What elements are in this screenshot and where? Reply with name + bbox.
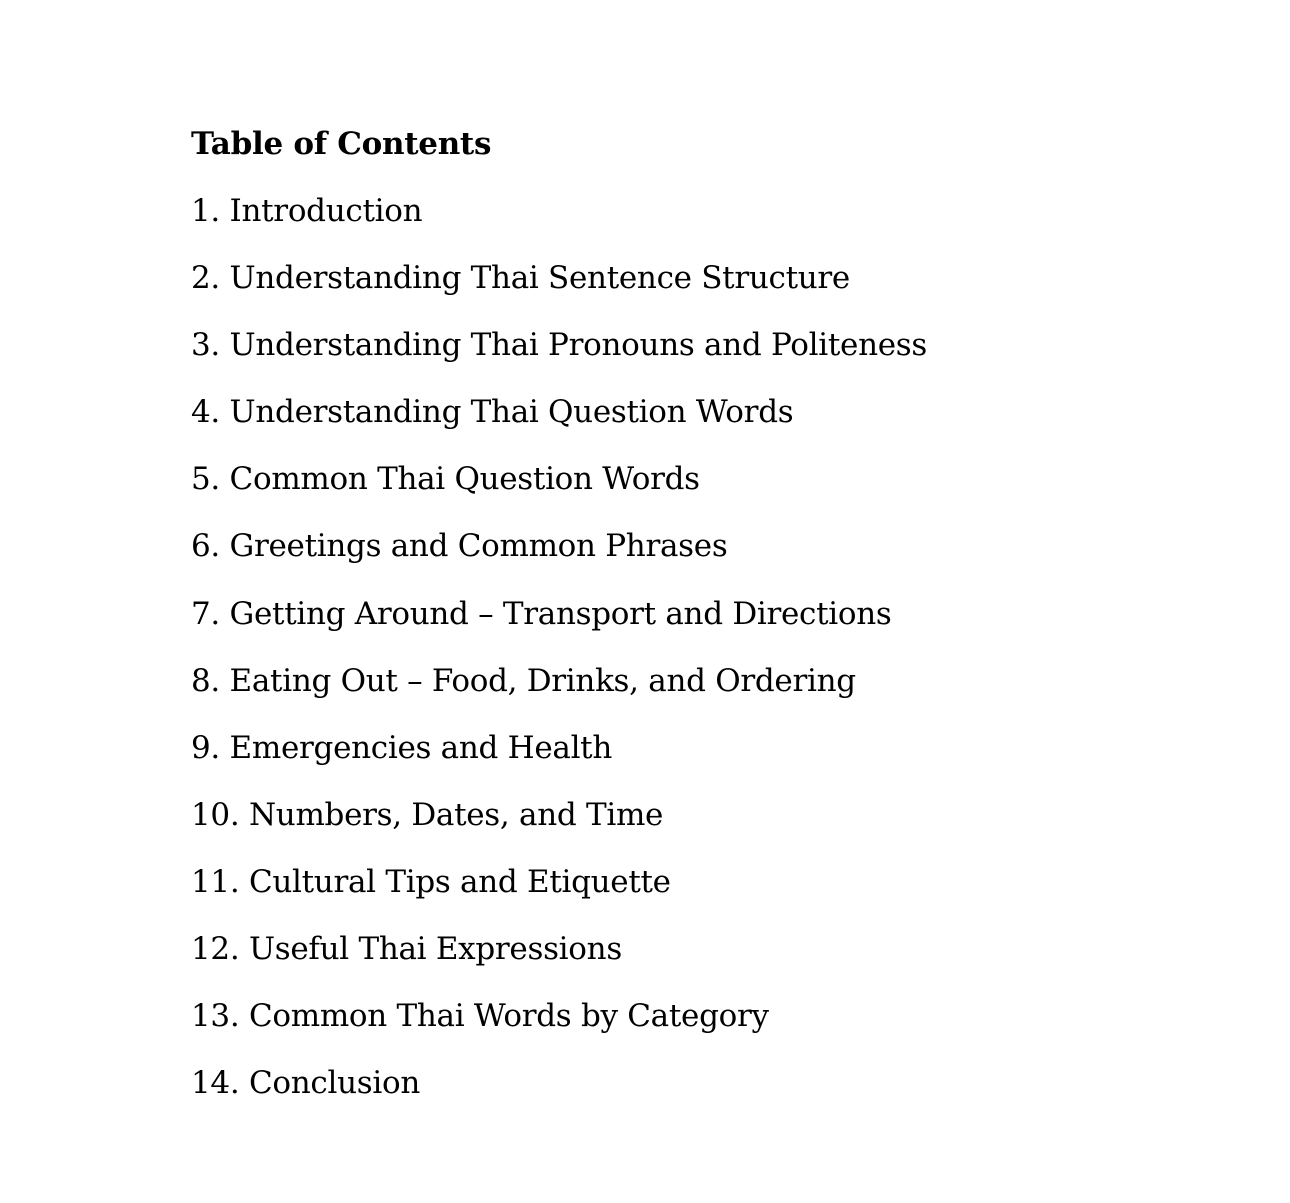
toc-entry: 5. Common Thai Question Words — [191, 461, 700, 498]
toc-entry: 9. Emergencies and Health — [191, 729, 613, 766]
toc-entry: 14. Conclusion — [191, 1065, 420, 1102]
toc-entry: 10. Numbers, Dates, and Time — [191, 796, 664, 833]
toc-entry: 1. Introduction — [191, 193, 423, 229]
toc-entry: 2. Understanding Thai Sentence Structure — [191, 260, 850, 297]
toc-title: Table of Contents — [191, 126, 492, 162]
toc-entry: 13. Common Thai Words by Category — [191, 998, 769, 1035]
toc-entry: 3. Understanding Thai Pronouns and Politeness — [191, 327, 927, 364]
toc-entry: 8. Eating Out – Food, Drinks, and Ordering — [191, 662, 856, 699]
toc-list — [191, 191, 927, 1130]
toc-entry: 4. Understanding Thai Question Words — [191, 394, 794, 431]
toc-entry: 7. Getting Around – Transport and Directions — [191, 595, 892, 632]
toc-entry: 6. Greetings and Common Phrases — [191, 528, 728, 565]
toc-entry: 12. Useful Thai Expressions — [191, 931, 622, 968]
toc-entry: 11. Cultural Tips and Etiquette — [191, 863, 671, 900]
document-page — [191, 0, 1191, 1203]
